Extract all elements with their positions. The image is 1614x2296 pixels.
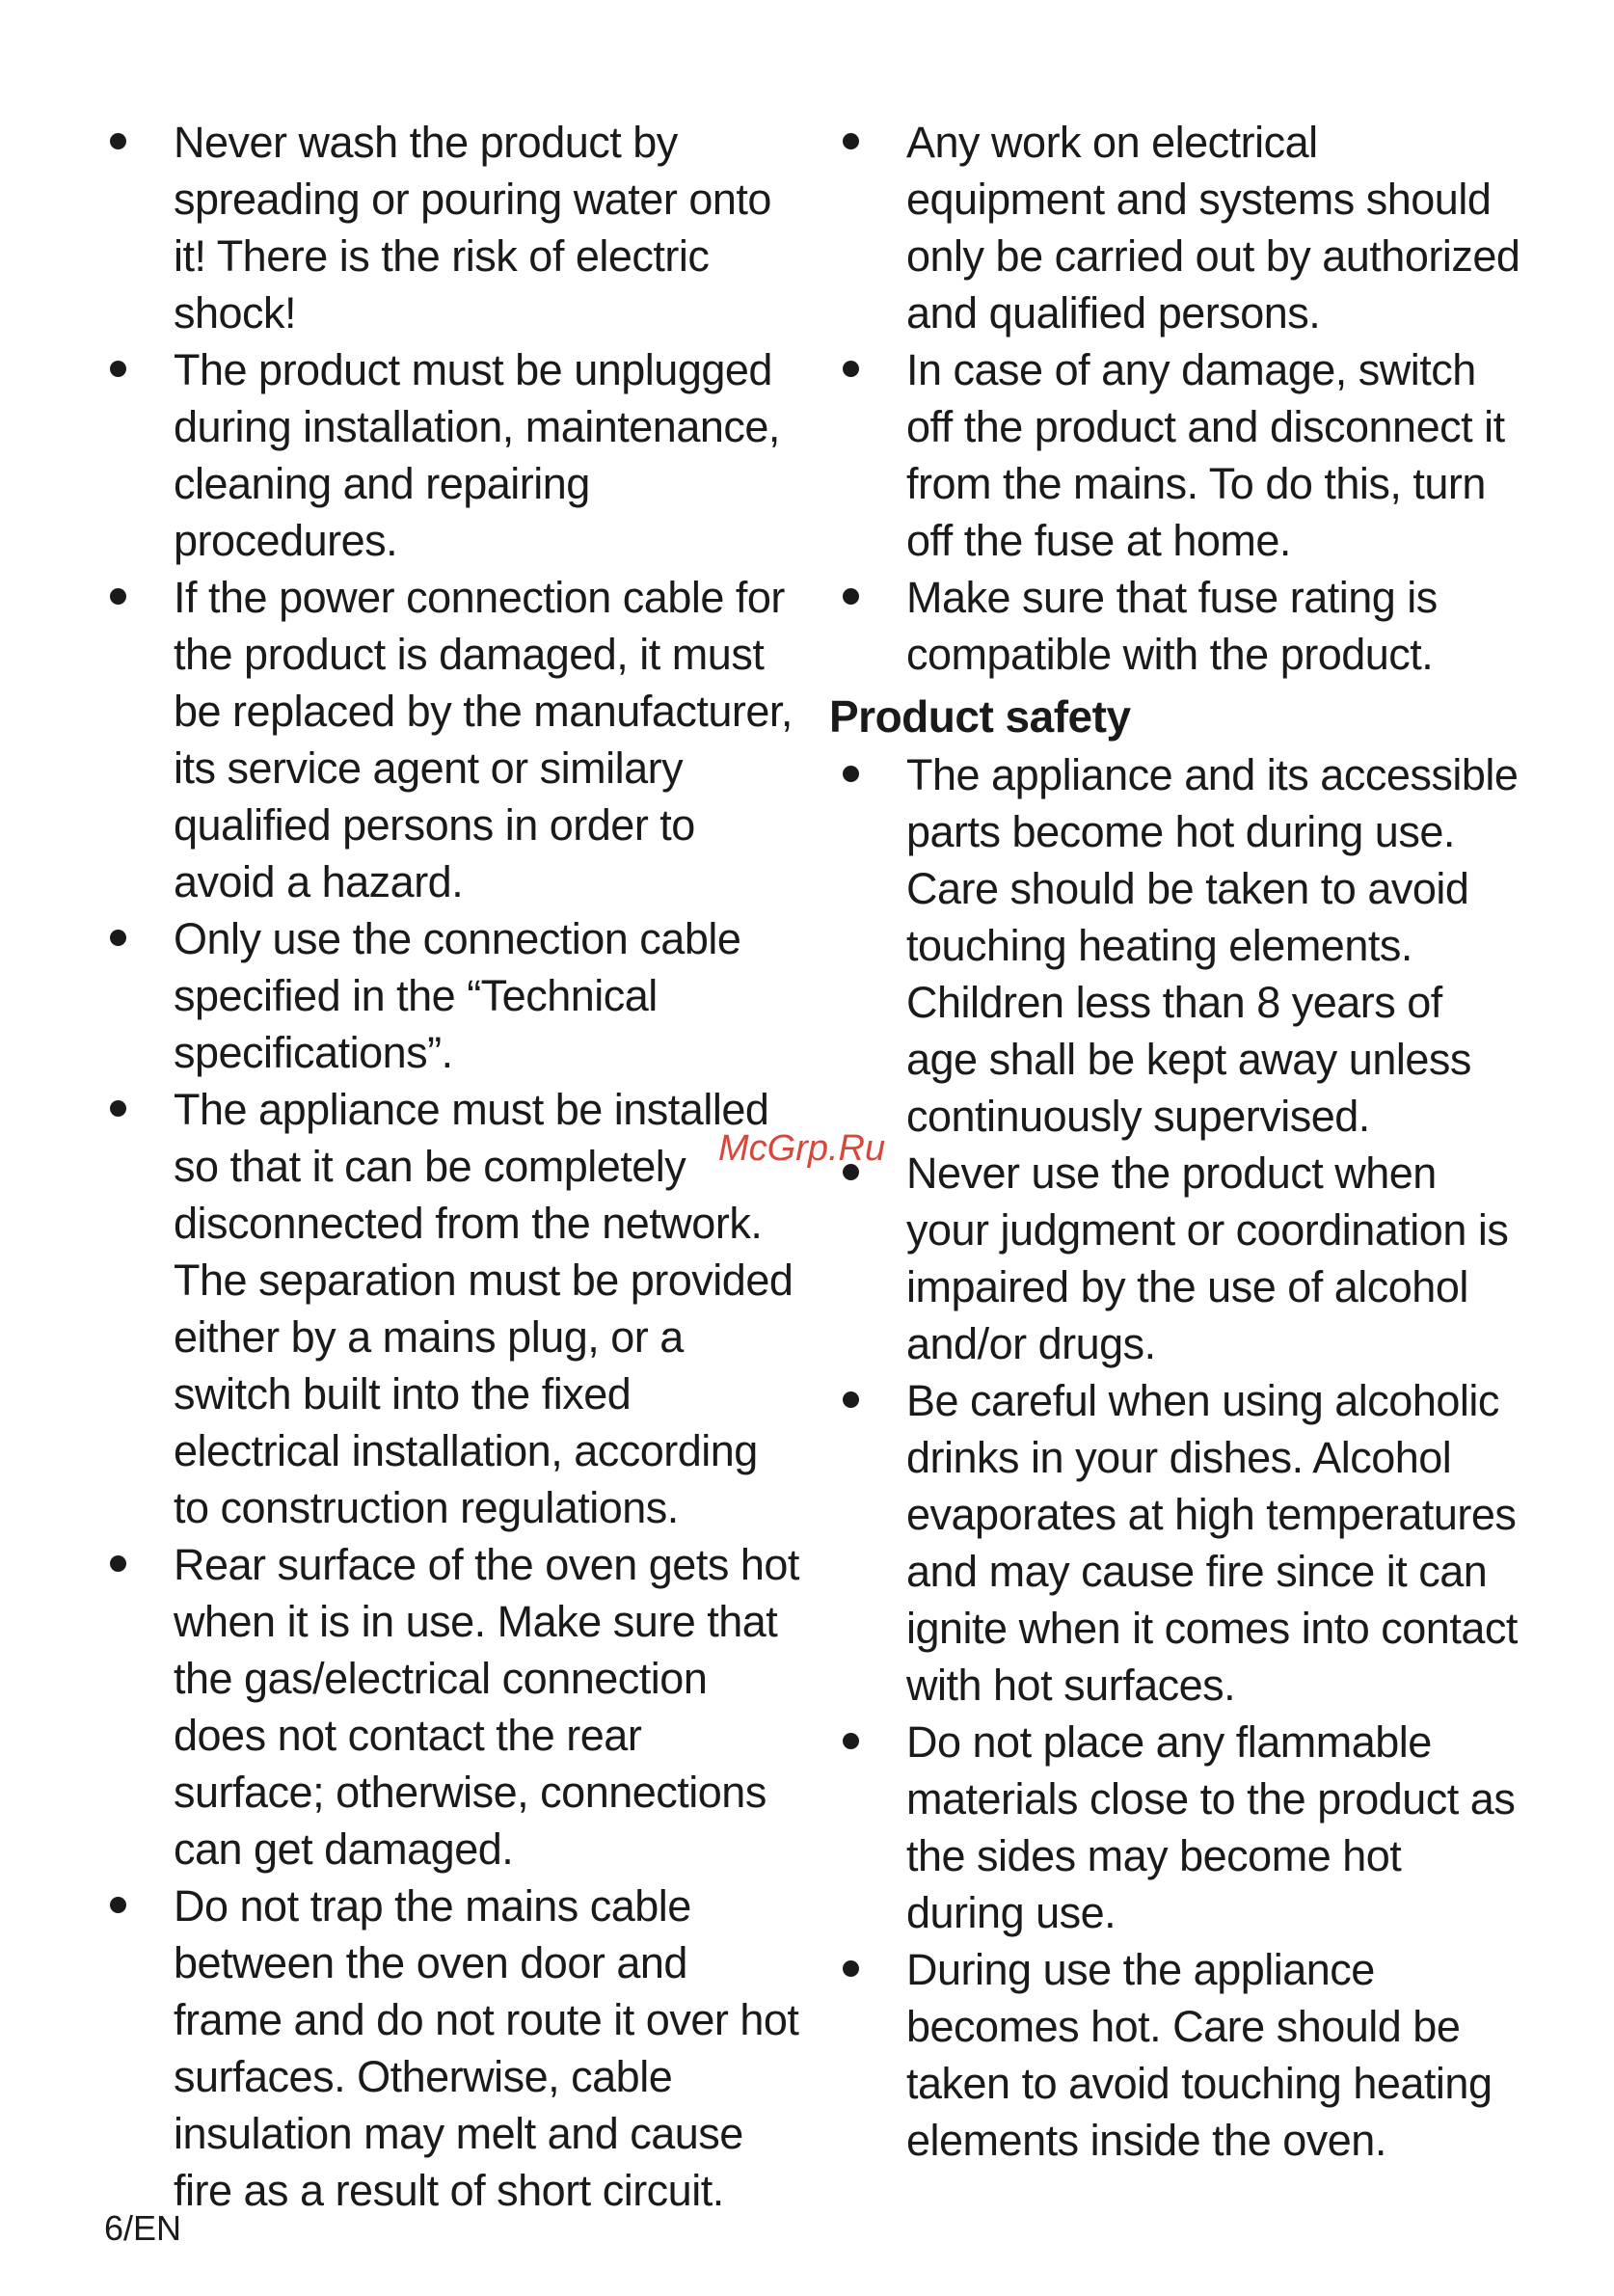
list-item: [829, 569, 1523, 683]
list-item-text: Never wash the product by spreading or pouring water onto it! There is the risk of electric shock!: [174, 118, 771, 338]
list-item-text: Do not place any flammable materials close to the product as the sides may become hot during use.: [906, 1717, 1516, 1937]
list-item: [96, 569, 800, 910]
bullet-icon: [843, 1391, 859, 1408]
bullet-icon: [843, 133, 859, 149]
list-item: [829, 1145, 1523, 1372]
list-item-text: The product must be unplugged during installation, maintenance, cleaning and repairing procedures.: [174, 345, 780, 565]
list-item-text: Be careful when using alcoholic drinks in your dishes. Alcohol evaporates at high temperatures and may cause fire since it can ignite when it comes into contact with hot surfaces.: [906, 1376, 1518, 1710]
bullet-icon: [110, 133, 126, 149]
section-heading-product-safety: Product safety: [829, 691, 1131, 742]
list-item: [829, 1941, 1523, 2169]
list-item-text: If the power connection cable for the product is damaged, it must be replaced by the manufacturer, its service agent or similary qualified persons in order to avoid a hazard.: [174, 573, 793, 906]
right-column: [829, 114, 1523, 2169]
bullet-icon: [110, 1100, 126, 1117]
product-safety-bullet-list: [829, 746, 1523, 2169]
list-item: [829, 341, 1523, 569]
bullet-icon: [843, 361, 859, 377]
list-item-text: The appliance must be installed so that it can be completely disconnected from the network. The separation must be provided either by a mains plug, or a switch built into the fixed electrical installation, according to construction regulations.: [174, 1085, 794, 1532]
bullet-icon: [110, 588, 126, 605]
list-item: [96, 910, 800, 1081]
page-number: 6/EN: [104, 2208, 182, 2248]
list-item-text: Do not trap the mains cable between the oven door and frame and do not route it over hot surfaces. Otherwise, cable insulation may melt and cause fire as a result of short circuit.: [174, 1881, 799, 2215]
bullet-icon: [843, 588, 859, 605]
list-item: [829, 1372, 1523, 1714]
watermark: McGrp.Ru: [718, 1128, 886, 1169]
list-item-text: During use the appliance becomes hot. Care should be taken to avoid touching heating elements inside the oven.: [906, 1945, 1493, 2165]
list-item: [829, 114, 1523, 341]
bullet-icon: [843, 766, 859, 782]
list-item: [96, 114, 800, 341]
list-item: [829, 1714, 1523, 1941]
list-item: [96, 1877, 800, 2219]
left-bullet-list: [96, 114, 800, 2219]
bullet-icon: [110, 930, 126, 946]
bullet-icon: [843, 1733, 859, 1749]
list-item-text: The appliance and its accessible parts become hot during use. Care should be taken to avoid touching heating elements. Children less than 8 years of age shall be kept away unless continuously supervised.: [906, 750, 1519, 1141]
bullet-icon: [110, 1555, 126, 1572]
list-item: [96, 341, 800, 569]
list-item: [96, 1536, 800, 1877]
bullet-icon: [110, 361, 126, 377]
bullet-icon: [110, 1897, 126, 1913]
list-item-text: Rear surface of the oven gets hot when it is in use. Make sure that the gas/electrical connection does not contact the rear surface; otherwise, connections can get damaged.: [174, 1540, 799, 1874]
list-item-text: Any work on electrical equipment and systems should only be carried out by authorized and qualified persons.: [906, 118, 1520, 338]
list-item-text: Make sure that fuse rating is compatible with the product.: [906, 573, 1438, 679]
left-column: [96, 114, 800, 2219]
list-item: [96, 1081, 800, 1536]
list-item-text: Never use the product when your judgment or coordination is impaired by the use of alcohol and/or drugs.: [906, 1148, 1509, 1368]
bullet-icon: [843, 1960, 859, 1977]
list-item-text: In case of any damage, switch off the product and disconnect it from the mains. To do this, turn off the fuse at home.: [906, 345, 1505, 565]
list-item-text: Only use the connection cable specified in the “Technical specifications”.: [174, 914, 741, 1077]
list-item: [829, 746, 1523, 1145]
right-bullet-list: [829, 114, 1523, 683]
